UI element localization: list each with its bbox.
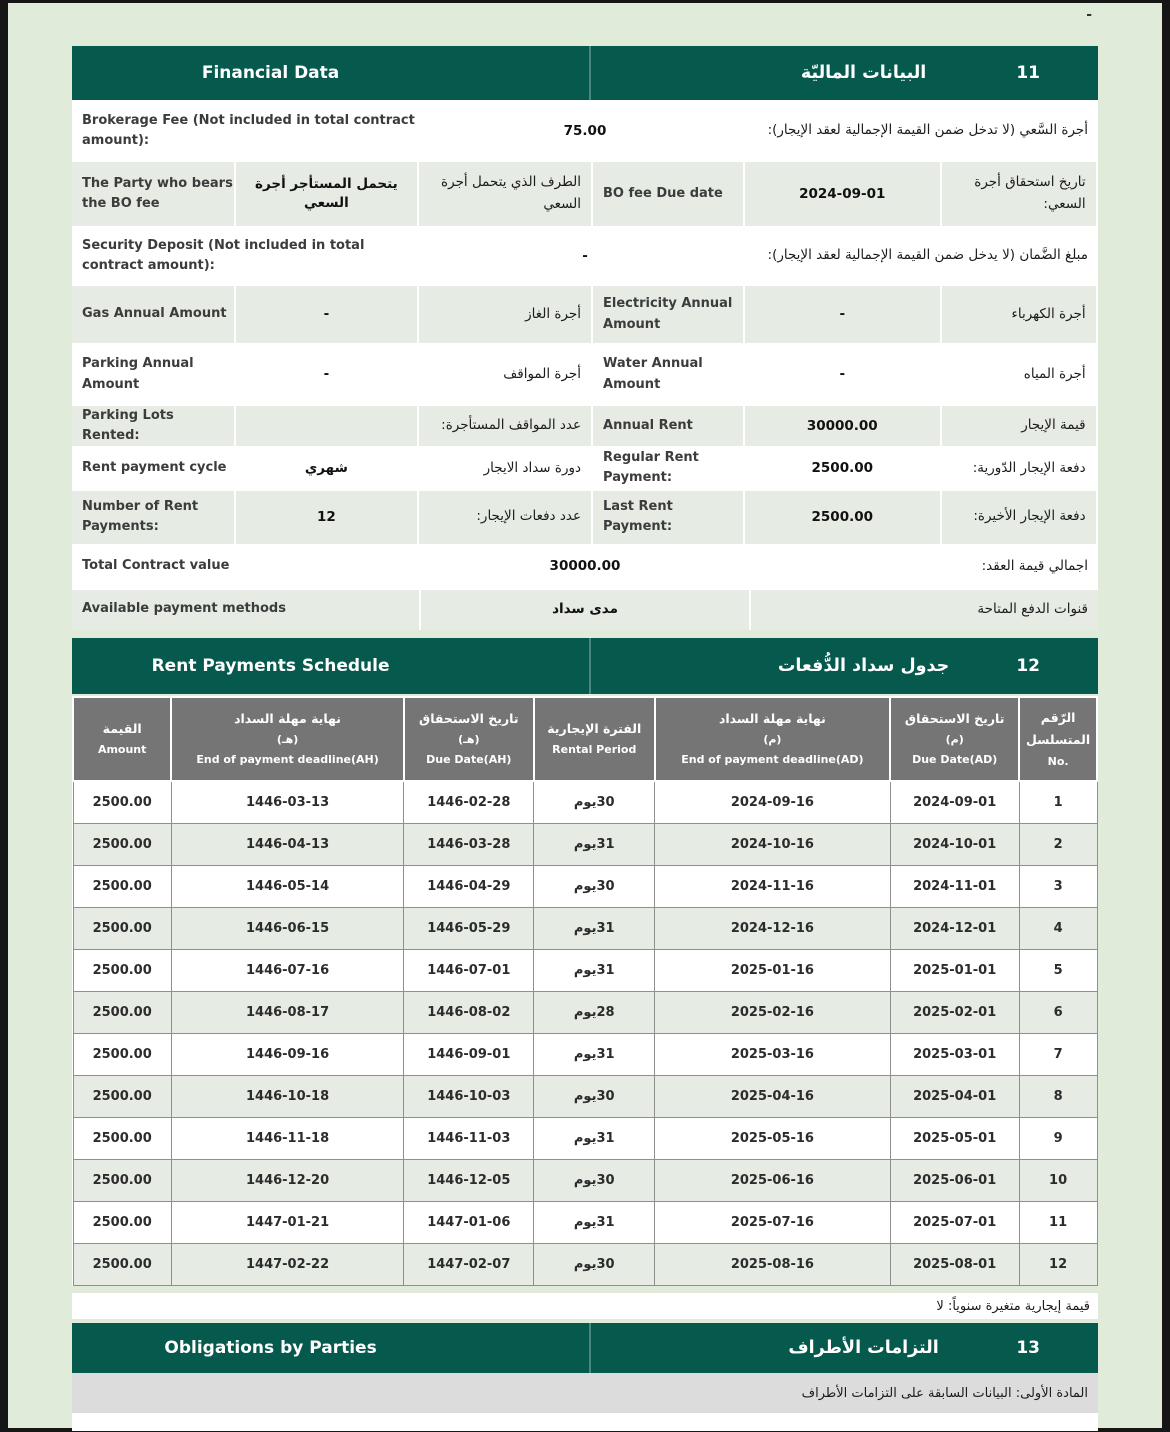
financial-value: 2500.00	[745, 448, 940, 488]
payment-cell: 1446-03-28	[404, 824, 534, 866]
payment-cell: 2025-05-01	[890, 1118, 1019, 1160]
payment-cell: 1446-08-17	[171, 992, 403, 1034]
financial-row	[72, 491, 1098, 544]
financial-row	[72, 448, 1098, 488]
financial-label-ar: الطرف الذي يتحمل أجرة السعي	[419, 162, 591, 226]
financial-row	[72, 345, 1098, 404]
payment-cell: 2500.00	[73, 1202, 171, 1244]
rent-payments-table-head	[73, 697, 1097, 782]
payment-cell: 1446-04-29	[404, 866, 534, 908]
column-header-ar: نهاية مهلة السداد	[234, 710, 342, 726]
payment-cell: 11	[1019, 1202, 1097, 1244]
payment-cell: 1446-05-14	[171, 866, 403, 908]
column-header-calendar: (م)	[763, 733, 782, 747]
financial-label-ar: قيمة الإيجار	[942, 406, 1096, 446]
payment-cell: 30يوم	[534, 866, 655, 908]
payment-cell: 2024-11-01	[890, 866, 1019, 908]
payment-cell: 1447-02-22	[171, 1244, 403, 1286]
payment-cell: 1	[1019, 781, 1097, 824]
payment-cell: 1446-11-18	[171, 1118, 403, 1160]
payment-cell: 1446-12-05	[404, 1160, 534, 1202]
financial-label-ar: أجرة السَّعي (لا تدخل ضمن القيمة الإجمالية لعقد الإيجار):	[751, 102, 1098, 160]
payment-cell: 1446-11-03	[404, 1118, 534, 1160]
section-11-title-ar-text: البيانات الماليّة	[800, 63, 927, 83]
payment-cell: 1446-09-01	[404, 1034, 534, 1076]
payment-cell: 1446-09-16	[171, 1034, 403, 1076]
page-corner-mark: -	[1086, 7, 1092, 23]
payment-cell: 2024-11-16	[655, 866, 891, 908]
payment-cell: 1446-05-29	[404, 908, 534, 950]
payment-row	[73, 1202, 1097, 1244]
payment-cell: 2025-04-16	[655, 1076, 891, 1118]
column-header-en: Rental Period	[552, 743, 637, 757]
table-header-row	[73, 697, 1097, 782]
payment-cell: 2500.00	[73, 781, 171, 824]
table-column-header	[73, 697, 171, 782]
payment-cell: 2500.00	[73, 1244, 171, 1286]
section-12-title-en	[72, 638, 589, 694]
payment-cell: 2500.00	[73, 1076, 171, 1118]
financial-row	[72, 286, 1098, 343]
payment-cell: 1446-06-15	[171, 908, 403, 950]
column-header-calendar: (هـ)	[276, 733, 299, 747]
payment-cell: 30يوم	[534, 781, 655, 824]
bottom-white-strip	[72, 1413, 1098, 1431]
payment-cell: 2024-12-16	[655, 908, 891, 950]
payment-cell: 2025-03-16	[655, 1034, 891, 1076]
payment-row	[73, 950, 1097, 992]
payment-cell: 2025-06-01	[890, 1160, 1019, 1202]
section-13-number: 13	[1016, 1338, 1040, 1359]
financial-label-ar: عدد المواقف المستأجرة:	[419, 406, 591, 446]
payment-cell: 3	[1019, 866, 1097, 908]
financial-label-en: Last Rent Payment:	[593, 491, 743, 544]
payment-row	[73, 992, 1097, 1034]
financial-label-ar: عدد دفعات الإيجار:	[419, 491, 591, 544]
section-12-number: 12	[1016, 655, 1040, 676]
financial-label-ar: مبلغ الضَّمان (لا يدخل ضمن القيمة الإجمالية لعقد الإيجار):	[751, 228, 1098, 284]
financial-value: 30000.00	[745, 406, 940, 446]
table-column-header	[171, 697, 403, 782]
financial-row	[72, 102, 1098, 160]
financial-label-en: Gas Annual Amount	[72, 286, 234, 343]
column-header-calendar: (هـ)	[458, 733, 480, 747]
financial-label-en: BO fee Due date	[593, 162, 743, 226]
financial-row	[72, 406, 1098, 446]
column-header-calendar: (م)	[945, 733, 964, 747]
column-header-ar: الرّقم المتسلسل	[1026, 709, 1091, 748]
financial-label-ar: أجرة الغاز	[419, 286, 591, 343]
payment-cell: 1446-02-28	[404, 781, 534, 824]
payment-cell: 1446-04-13	[171, 824, 403, 866]
payment-cell: 2025-02-01	[890, 992, 1019, 1034]
payment-cell: 5	[1019, 950, 1097, 992]
payment-cell: 4	[1019, 908, 1097, 950]
section-11-title-en-text: Financial Data	[201, 63, 340, 83]
payment-cell: 2025-03-01	[890, 1034, 1019, 1076]
section-13-title-en-text: Obligations by Parties	[164, 1338, 377, 1359]
payment-cell: 1446-12-20	[171, 1160, 403, 1202]
financial-value: -	[745, 345, 940, 404]
payment-row	[73, 1034, 1097, 1076]
financial-label-en: Parking Annual Amount	[72, 345, 234, 404]
financial-label-en: Brokerage Fee (Not included in total contract amount):	[72, 102, 419, 160]
payment-cell: 2025-02-16	[655, 992, 891, 1034]
financial-row	[72, 162, 1098, 226]
payment-cell: 2025-08-16	[655, 1244, 891, 1286]
financial-label-en: Available payment methods	[72, 590, 419, 630]
column-header-en: End of payment deadline(AH)	[196, 753, 379, 767]
rent-payments-table-body	[73, 781, 1097, 1286]
table-column-header	[655, 697, 891, 782]
financial-row	[72, 590, 1098, 630]
payment-row	[73, 1244, 1097, 1286]
financial-label-ar: تاريخ استحقاق أجرة السعي:	[942, 162, 1096, 226]
payment-cell: 2025-01-01	[890, 950, 1019, 992]
financial-row	[72, 228, 1098, 284]
payment-cell: 31يوم	[534, 950, 655, 992]
financial-value: 2024-09-01	[745, 162, 940, 226]
financial-label-en: Parking Lots Rented:	[72, 406, 234, 446]
payment-cell: 7	[1019, 1034, 1097, 1076]
section-12-title-ar-text: جدول سداد الدُّفعات	[777, 655, 950, 676]
column-header-ar: الفترة الإيجارية	[547, 720, 642, 736]
table-column-header	[890, 697, 1019, 782]
column-header-ar: نهاية مهلة السداد	[718, 710, 826, 726]
financial-label-en: Rent payment cycle	[72, 448, 234, 488]
payment-cell: 8	[1019, 1076, 1097, 1118]
payment-cell: 2025-06-16	[655, 1160, 891, 1202]
financial-value: 75.00	[421, 102, 749, 160]
section-12-header	[72, 638, 1098, 694]
financial-value: -	[236, 286, 417, 343]
payment-cell: 1446-03-13	[171, 781, 403, 824]
payment-cell: 2025-07-16	[655, 1202, 891, 1244]
payment-cell: 2500.00	[73, 1034, 171, 1076]
variable-rent-note: قيمة إيجارية متغيرة سنوياً: لا	[72, 1293, 1098, 1319]
section-11-title-en	[72, 46, 589, 100]
payment-cell: 30يوم	[534, 1076, 655, 1118]
payment-cell: 31يوم	[534, 1202, 655, 1244]
payment-cell: 2024-12-01	[890, 908, 1019, 950]
payment-cell: 2024-09-16	[655, 781, 891, 824]
document-content	[72, 46, 1098, 1431]
section-13-title-ar-text: التزامات الأطراف	[788, 1338, 939, 1359]
payment-cell: 2500.00	[73, 824, 171, 866]
payment-cell: 2024-10-01	[890, 824, 1019, 866]
section-13-title-en	[72, 1323, 589, 1373]
financial-value: مدى سداد	[421, 590, 749, 630]
payment-cell: 2025-07-01	[890, 1202, 1019, 1244]
payment-cell: 31يوم	[534, 908, 655, 950]
column-header-en: Due Date(AD)	[912, 753, 998, 767]
financial-label-en: Water Annual Amount	[593, 345, 743, 404]
financial-label-en: The Party who bears the BO fee	[72, 162, 234, 226]
payment-cell: 2024-09-01	[890, 781, 1019, 824]
payment-row	[73, 908, 1097, 950]
payment-row	[73, 1160, 1097, 1202]
payment-cell: 2500.00	[73, 1118, 171, 1160]
financial-label-ar: أجرة المياه	[942, 345, 1096, 404]
payment-cell: 1446-08-02	[404, 992, 534, 1034]
financial-value: -	[236, 345, 417, 404]
payment-cell: 28يوم	[534, 992, 655, 1034]
payment-cell: 2500.00	[73, 992, 171, 1034]
payment-row	[73, 824, 1097, 866]
payment-cell: 12	[1019, 1244, 1097, 1286]
payment-cell: 2500.00	[73, 1160, 171, 1202]
column-header-en: Amount	[97, 743, 147, 757]
payment-cell: 9	[1019, 1118, 1097, 1160]
financial-value	[236, 406, 417, 446]
section-11-number: 11	[1016, 63, 1040, 83]
document-page	[8, 3, 1162, 1428]
section-13-body-text: المادة الأولى: البيانات السابقة على التزامات الأطراف	[72, 1373, 1098, 1413]
financial-label-ar: دورة سداد الايجار	[419, 448, 591, 488]
financial-label-en: Security Deposit (Not included in total contract amount):	[72, 228, 419, 284]
table-column-header	[404, 697, 534, 782]
payment-cell: 1446-07-01	[404, 950, 534, 992]
payment-cell: 1446-07-16	[171, 950, 403, 992]
financial-value: 2500.00	[745, 491, 940, 544]
financial-label-en: Regular Rent Payment:	[593, 448, 743, 488]
financial-label-ar: اجمالي قيمة العقد:	[751, 546, 1098, 588]
payment-cell: 2025-04-01	[890, 1076, 1019, 1118]
payment-cell: 2	[1019, 824, 1097, 866]
payment-cell: 6	[1019, 992, 1097, 1034]
payment-cell: 30يوم	[534, 1244, 655, 1286]
payment-row	[73, 781, 1097, 824]
financial-value: شهري	[236, 448, 417, 488]
section-11-header	[72, 46, 1098, 100]
financial-label-en: Number of Rent Payments:	[72, 491, 234, 544]
column-header-ar: القيمة	[102, 720, 142, 736]
payment-cell: 2500.00	[73, 950, 171, 992]
payment-cell: 1446-10-18	[171, 1076, 403, 1118]
payment-row	[73, 866, 1097, 908]
section-12-title-en-text: Rent Payments Schedule	[151, 655, 390, 676]
payment-cell: 2025-08-01	[890, 1244, 1019, 1286]
financial-value: 30000.00	[421, 546, 749, 588]
table-column-header	[534, 697, 655, 782]
payment-cell: 1447-01-06	[404, 1202, 534, 1244]
financial-label-ar: دفعة الإيجار الأخيرة:	[942, 491, 1096, 544]
payment-cell: 30يوم	[534, 1160, 655, 1202]
payment-cell: 1447-02-07	[404, 1244, 534, 1286]
table-column-header	[1019, 697, 1097, 782]
financial-data-rows	[72, 100, 1098, 630]
financial-row	[72, 546, 1098, 588]
financial-label-ar: قنوات الدفع المتاحة	[751, 590, 1098, 630]
payment-cell: 31يوم	[534, 1118, 655, 1160]
financial-value: يتحمل المستأجر أجرة السعي	[236, 162, 417, 226]
rent-payments-table	[72, 696, 1098, 1287]
column-header-en: No.	[1047, 754, 1069, 768]
payment-cell: 2025-01-16	[655, 950, 891, 992]
financial-label-en: Annual Rent	[593, 406, 743, 446]
financial-value: 12	[236, 491, 417, 544]
column-header-en: End of payment deadline(AD)	[681, 753, 864, 767]
financial-value: -	[421, 228, 749, 284]
payment-cell: 2024-10-16	[655, 824, 891, 866]
financial-label-en: Electricity Annual Amount	[593, 286, 743, 343]
payment-cell: 31يوم	[534, 1034, 655, 1076]
column-header-ar: تاريخ الاستحقاق	[904, 710, 1005, 726]
payment-cell: 1446-10-03	[404, 1076, 534, 1118]
financial-label-ar: دفعة الإيجار الدّورية:	[942, 448, 1096, 488]
payment-cell: 10	[1019, 1160, 1097, 1202]
financial-label-ar: أجرة المواقف	[419, 345, 591, 404]
column-header-en: Due Date(AH)	[426, 753, 512, 767]
payment-cell: 2500.00	[73, 908, 171, 950]
payment-cell: 31يوم	[534, 824, 655, 866]
payment-row	[73, 1118, 1097, 1160]
payment-cell: 1447-01-21	[171, 1202, 403, 1244]
financial-label-en: Total Contract value	[72, 546, 419, 588]
column-header-ar: تاريخ الاستحقاق	[419, 710, 519, 726]
section-13-header	[72, 1323, 1098, 1373]
payment-cell: 2025-05-16	[655, 1118, 891, 1160]
payment-cell: 2500.00	[73, 866, 171, 908]
financial-label-ar: أجرة الكهرباء	[942, 286, 1096, 343]
payment-row	[73, 1076, 1097, 1118]
financial-value: -	[745, 286, 940, 343]
